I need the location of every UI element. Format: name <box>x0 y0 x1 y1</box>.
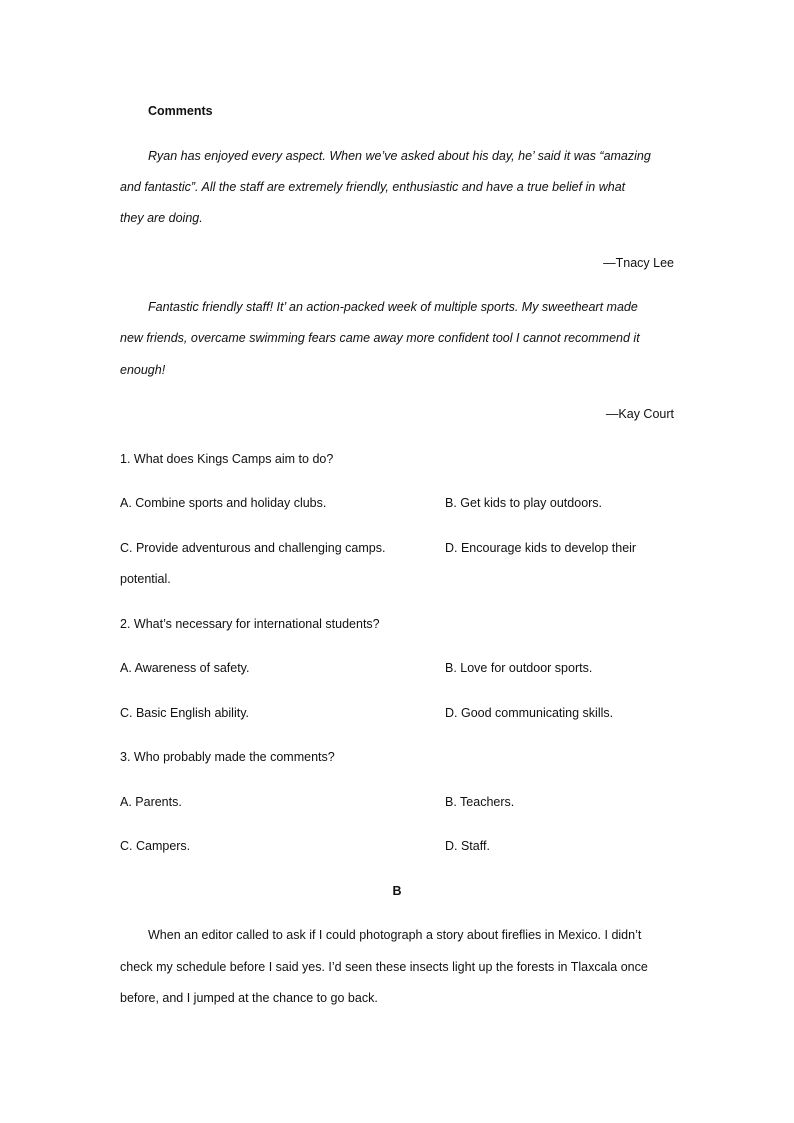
question-3-option-b: B. Teachers. <box>445 795 515 809</box>
comment2-line-1: Fantastic friendly staff! It’ an action-packed week of multiple sports. My sweetheart made <box>148 300 638 314</box>
question-2-option-d: D. Good communicating skills. <box>445 706 614 720</box>
question-1-option-a: A. Combine sports and holiday clubs. <box>120 496 327 510</box>
section-b-line-3: before, and I jumped at the chance to go back. <box>120 991 378 1005</box>
comment1-line-3: they are doing. <box>120 211 203 225</box>
question-3-option-a: A. Parents. <box>120 795 182 809</box>
comments-heading: Comments <box>148 104 213 118</box>
comment2-author: —Kay Court <box>605 407 674 421</box>
comment1-line-1: Ryan has enjoyed every aspect. When we’ve asked about his day, he’ said it was “amazing <box>148 149 651 163</box>
question-1-option-b: B. Get kids to play outdoors. <box>445 496 603 510</box>
question-2-stem: 2. What’s necessary for international students? <box>120 617 380 631</box>
section-b-line-2: check my schedule before I said yes. I’d seen these insects light up the forests in Tlaxcala once <box>120 960 648 974</box>
question-3-option-d: D. Staff. <box>445 839 490 853</box>
section-b-heading: B <box>392 884 402 898</box>
question-2-option-b: B. Love for outdoor sports. <box>445 661 593 675</box>
question-3-stem: 3. Who probably made the comments? <box>120 750 335 764</box>
question-1-option-c: C. Provide adventurous and challenging camps. <box>120 541 386 555</box>
comment1-line-2: and fantastic”. All the staff are extremely friendly, enthusiastic and have a true belief in what <box>120 180 626 194</box>
comment2-line-3: enough! <box>120 363 166 377</box>
question-2-option-c: C. Basic English ability. <box>120 706 249 720</box>
comment1-author: —Tnacy Lee <box>603 256 674 270</box>
question-1-stem: 1. What does Kings Camps aim to do? <box>120 452 334 466</box>
section-b-line-1: When an editor called to ask if I could photograph a story about fireflies in Mexico. I didn’t <box>148 928 642 942</box>
question-1-option-d: D. Encourage kids to develop their <box>445 541 637 555</box>
question-1-option-d-continued: potential. <box>120 572 171 586</box>
comment2-line-2: new friends, overcame swimming fears came away more confident tool I cannot recommend it <box>120 331 640 345</box>
question-2-option-a: A. Awareness of safety. <box>120 661 250 675</box>
question-3-option-c: C. Campers. <box>120 839 191 853</box>
